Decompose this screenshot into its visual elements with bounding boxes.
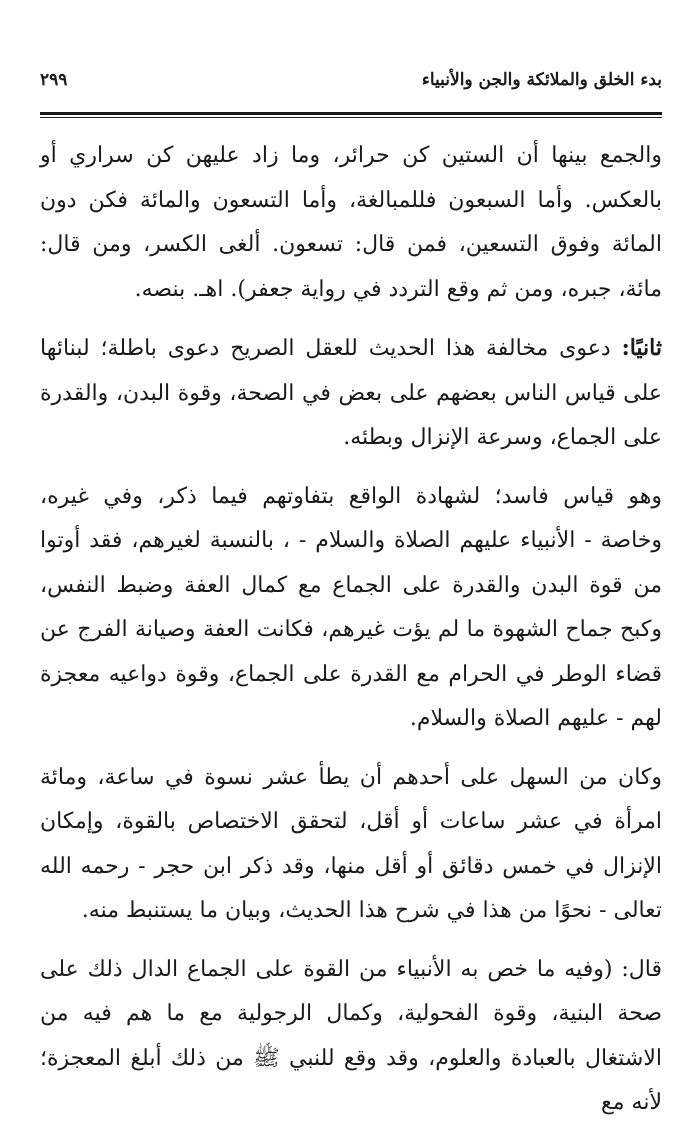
paragraph-1 (40, 134, 662, 312)
header-rule-thick (40, 112, 662, 115)
paragraph-4 (40, 756, 662, 934)
paragraph-3 (40, 475, 662, 742)
book-page (40, 62, 662, 1115)
paragraph-1-text: والجمع بينها أن الستين كن حرائر، وما زاد عليهن كن سراري أو بالعكس. وأما السبعون فللمبالغة، وأما التسعون والمائة فكن دون المائة وفوق التسعين، فمن قال: تسعون. ألغى الكسر، ومن قال: مائة، جبره، ومن ثم وقع التردد في رواية جعفر). اهـ. بنصه. (40, 143, 662, 302)
paragraph-2 (40, 326, 662, 461)
paragraph-2-lead: ثانيًا: (621, 335, 662, 361)
running-title: بدء الخلق والملائكة والجن والأنبياء (421, 70, 662, 90)
page-number: ٢٩٩ (40, 70, 68, 90)
page-header (40, 62, 662, 96)
paragraph-4-text: وكان من السهل على أحدهم أن يطأ عشر نسوة في ساعة، ومائة امرأة في عشر ساعات أو أقل، لتحقق الاختصاص بالقوة، وإمكان الإنزال في خمس دقائق أو أقل منها، وقد ذكر ابن حجر - رحمه الله تعالى - نحوًا من هذا في شرح هذا الحديث، وبيان ما يستنبط منه. (40, 764, 662, 923)
paragraph-2-text: دعوى مخالفة هذا الحديث للعقل الصريح دعوى باطلة؛ لبنائها على قياس الناس بعضهم على بعض في الصحة، وقوة البدن، والقدرة على الجماع، وسرعة الإنزال وبطئه. (40, 336, 662, 450)
header-rule-thin (40, 117, 662, 118)
paragraph-5 (40, 948, 662, 1126)
paragraph-3-text: وهو قياس فاسد؛ لشهادة الواقع بتفاوتهم فيما ذكر، وفي غيره، وخاصة - الأنبياء عليهم الصلاة والسلام - ، بالنسبة لغيرهم، فقد أوتوا من قوة البدن والقدرة على الجماع مع كمال العفة وضبط النفس، وكبح جماح الشهوة ما لم يؤت غيرهم، فكانت العفة وصيانة الفرج عن قضاء الوطر في الحرام مع القدرة على الجماع، وقوة دواعيه معجزة لهم - عليهم الصلاة والسلام. (40, 483, 662, 731)
paragraph-5-text: قال: (وفيه ما خص به الأنبياء من القوة على الجماع الدال ذلك على صحة البنية، وقوة الفحولية، وكمال الرجولية مع ما هم فيه من الاشتغال بالعبادة والعلوم، وقد وقع للنبي ﷺ من ذلك أبلغ المعجزة؛ لأنه مع (40, 956, 662, 1115)
page-body (40, 134, 662, 1126)
